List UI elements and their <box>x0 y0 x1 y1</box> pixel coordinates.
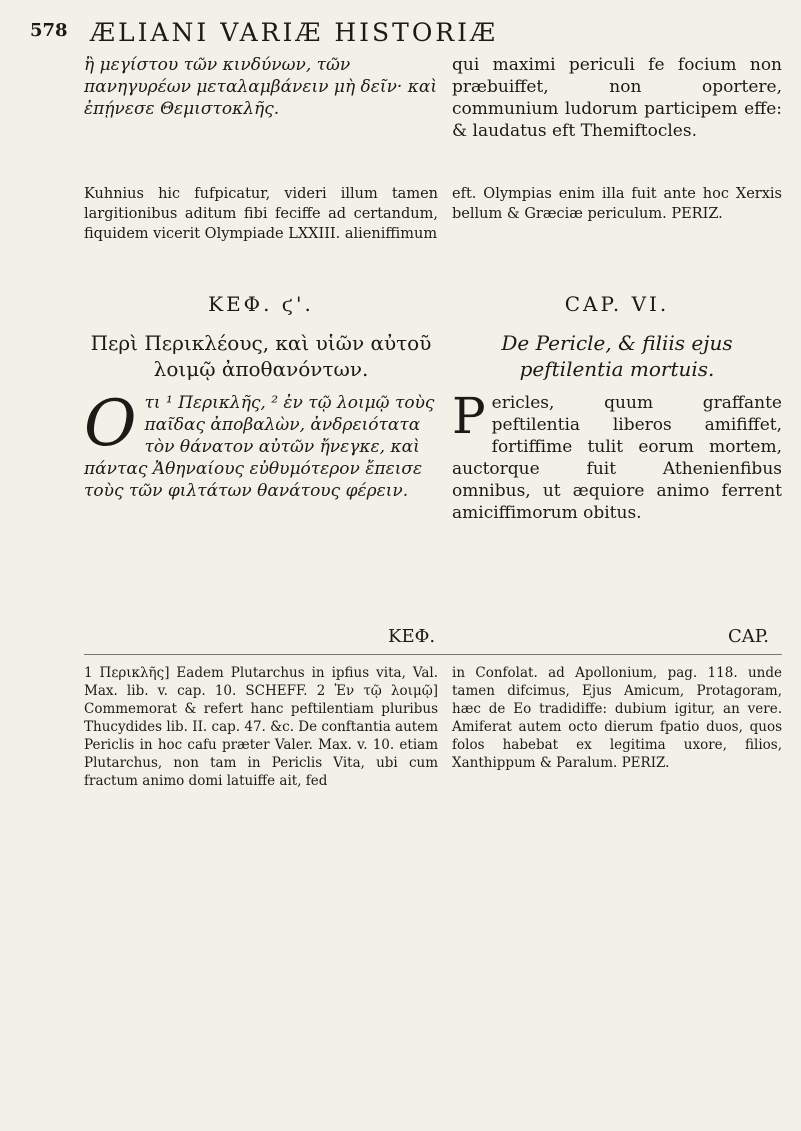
catchword-left: ΚΕΦ. <box>388 626 436 647</box>
catchword-right: CAP. <box>728 626 769 647</box>
greek-drop-initial: Ο <box>84 387 137 461</box>
greek-chapter-number: ΚΕΦ. ϛ'. <box>208 292 314 316</box>
commentary-left: Kuhnius hic fufpicatur, videri illum tamen largitionibus aditum fibi feciffe ad certandum, fiquidem vicerit Olympiade LXXIII. alieniffimum <box>84 186 438 242</box>
latin-chapter-body <box>452 387 782 524</box>
greek-chapter-body <box>84 387 438 502</box>
notes-divider <box>84 654 782 655</box>
page-header <box>30 18 770 48</box>
greek-top-text: ἢ μεγίστου τῶν κινδύνων, τῶν πανηγυρέων μεταλαμβάνειν μὴ δεῖν· καὶ ἐπῄνεσε Θεμιστοκλῆς. <box>84 55 438 119</box>
footnotes-left: 1 Περικλῆς] Eadem Plutarchus in ipfius vita, Val. Max. lib. v. cap. 10. SCHEFF. 2 Ἐν τῷ λοιμῷ] Commemorat & refert hanc peftilentiam pluribus Thucydides lib. II. cap. 47. &c. De conftantia autem Periclis in hoc cafu præter Valer. Max. v. 10. etiam Plutarchus, non tam in Periclis Vita, ubi cum fractum animo domi latuiffe ait, fed <box>84 665 438 789</box>
footnotes-right: in Confolat. ad Apollonium, pag. 118. unde tamen difcimus, Ejus Amicum, Protagoram, hæc de Eo tradidiffe: dubium igitur, an vere. Amiferat autem octo dierum fpatio duos, quos folos habebat ex legitima uxore, filios, Xanthippum & Paralum. PERIZ. <box>452 665 782 771</box>
latin-chapter-number: CAP. VI. <box>564 292 670 316</box>
greek-chapter-text: τι ¹ Περικλῆς, ² ἐν τῷ λοιμῷ τοὺς παῖδας ἀποβαλὼν, ἀνδρειότατα τὸν θάνατον αὐτῶν ἤνεγκε, καὶ πάντας Ἀθηναίους εὐθυμότερον ἔπεισε τοὺς τῶν φιλτάτων θανάτους φέρειν. <box>84 393 435 501</box>
latin-top-text: qui maximi periculi fe focium non præbuiffet, non oportere, communium ludorum participem effe: & laudatus eft Themiftocles. <box>452 55 782 141</box>
latin-chapter-title: De Pericle, & filiis ejus peftilentia mortuis. <box>501 331 733 381</box>
latin-chapter-text: ericles, quum graffante peftilentia liberos amififfet, fortiffime tulit eorum mortem, auctorque fuit Athenienfibus omnibus, ut æquiore animo ferrent amiciffimorum obitus. <box>452 393 782 523</box>
commentary-right: eft. Olympias enim illa fuit ante hoc Xerxis bellum & Græciæ periculum. PERIZ. <box>452 186 782 222</box>
latin-drop-initial: P <box>452 387 486 445</box>
greek-chapter-title: Περὶ Περικλέους, καὶ υἱῶν αὐτοῦ λοιμῷ ἀποθανόντων. <box>90 331 432 381</box>
page-number: 578 <box>30 20 68 41</box>
running-head: ÆLIANI VARIÆ HISTORIÆ <box>90 18 499 47</box>
